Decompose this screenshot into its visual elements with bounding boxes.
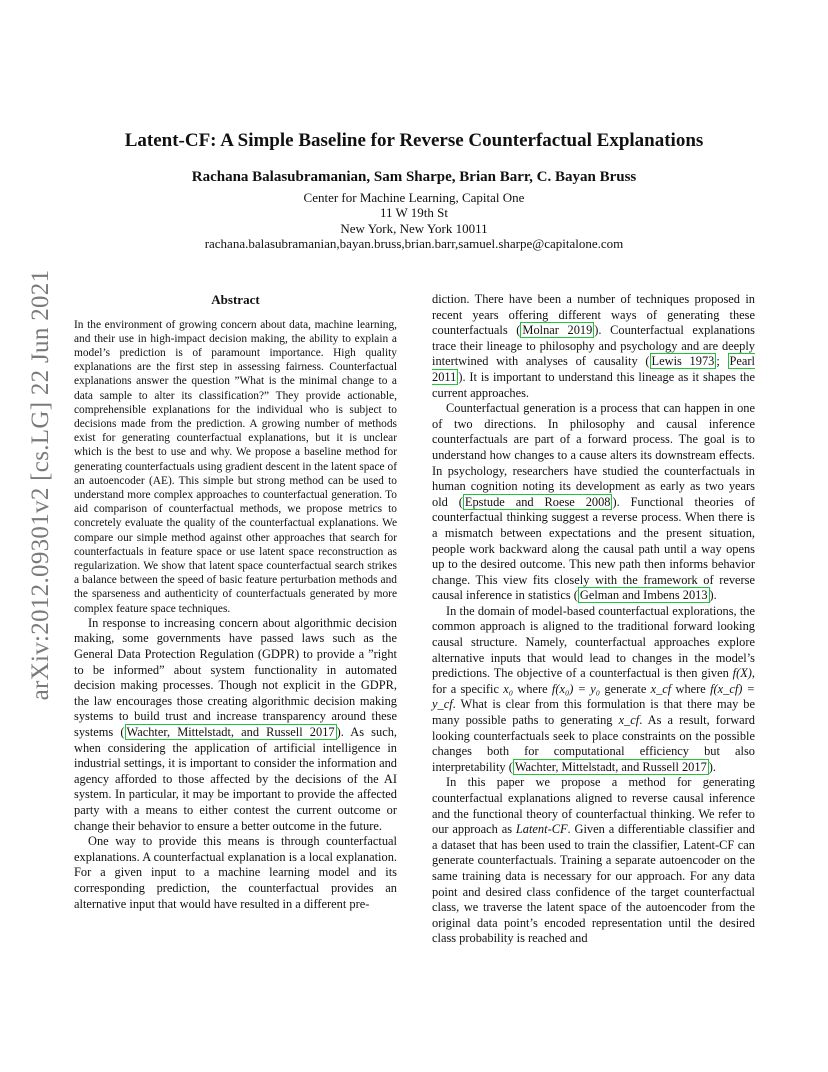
math-expression: f(x₀) = y₀: [551, 681, 601, 696]
citation-link[interactable]: Wachter, Mittelstadt, and Russell 2017: [126, 725, 335, 740]
affiliation-line: New York, New York 10011: [340, 220, 488, 236]
abstract-text: In the environment of growing concern about data, machine learning, and their use in high-impact decision making, the ability to explain a model’s prediction is of paramount importance. High quality explanations are the first step in assessing fairness. Counterfactual explanations answer the question ”What is the minimal change to a data sample to alter its classification?” They provide actionable, comprehensible explanations for the individual who is subject to decisions made from the prediction. A growing number of methods exist for generating counterfactual explanations, but it is unclear which is the best to use and why. We propose a baseline method for generating counterfactuals using gradient descent in the latent space of an autoencoder (AE). This simple but strong method can be used to understand more complex approaches to counterfactual generation. To aid comparison of counterfactual methods, we propose metrics to concretely evaluate the quality of the counterfactual explanations. We compare our simple method against other approaches that search for counterfactuals in feature space or use latent space reconstruction as regularization. We show that latent space counterfactual search strikes a balance between the speed of basic feature perturbation methods and the sparseness and authenticity of counterfactuals generated by more complex feature space techniques.: [74, 318, 397, 615]
citation-link[interactable]: Gelman and Imbens 2013: [579, 588, 708, 603]
math-expression: x_cf: [618, 713, 640, 728]
author-emails: rachana.balasubramanian,bayan.bruss,brian.barr,samuel.sharpe@capitalone.com: [204, 236, 624, 252]
abstract-heading: Abstract: [211, 292, 260, 307]
affiliation-line: 11 W 19th St: [379, 205, 449, 221]
body-paragraph: diction. There have been a number of techniques proposed in recent years offering different ways of generating these counterfactuals ( Molnar 2019 ). Counterfactual explanations trace their lineage to philosophy and psychology and are deeply intertwined with analyses of causality ( Lewis 1973 ; Pearl 2011 ). It is important to understand this lineage as it shapes the current approaches.: [432, 292, 755, 400]
math-expression: f(X): [732, 666, 752, 681]
body-paragraph: In the domain of model-based counterfactual explorations, the common approach is aligned to the traditional forward looking causal structure. Namely, counterfactual approaches explore alternative inputs that would lead to changes in the model’s predictions. The objective of a counterfactual is then given f(X), for a specific x₀ where f(x₀) = y₀ generate x_cf where f(x_cf) = y_cf. What is clear from this formulation is that there may be many possible paths to generating x_cf. As a result, forward looking counterfactuals seek to place constraints on the possible changes both for computational efficiency but also interpretability ( Wachter, Mittelstadt, and Russell 2017 ).: [432, 603, 756, 774]
affiliation-line: Center for Machine Learning, Capital One: [303, 190, 525, 205]
math-expression: f(x_cf) = y_cf: [432, 681, 756, 712]
author-list: Rachana Balasubramanian, Sam Sharpe, Brian Barr, C. Bayan Bruss: [191, 169, 637, 185]
citation-link[interactable]: Lewis 1973: [651, 354, 715, 369]
math-expression: x₀: [503, 681, 514, 696]
citation-link[interactable]: Epstude and Roese 2008: [464, 494, 611, 509]
affiliation-block: [60, 190, 768, 252]
citation-link[interactable]: Pearl 2011: [432, 354, 755, 384]
body-paragraph: In response to increasing concern about algorithmic decision making, some governments have passed laws such as the General Data Protection Regulation (GDPR) to provide a ”right to be informed” about system functionality in automated decision making processes. Though not explicit in the GDPR, the law encourages those creating algorithmic decision making systems to build trust and increase transparency around these systems ( Wachter, Mittelstadt, and Russell 2017 ). As such, when considering the application of artificial intelligence in industrial settings, it is important to consider the information and agency afforded to those affected by the decisions of the AI system. In particular, it may be important to provide the affected party with a means to either contest the current outcome or change their behavior to ensure a better outcome in the future.: [74, 615, 397, 833]
arxiv-watermark-text: arXiv:2012.09301v2 [cs.LG] 22 Jun 2021: [27, 269, 54, 700]
citation-link[interactable]: Wachter, Mittelstadt, and Russell 2017: [514, 759, 707, 774]
arxiv-watermark: [26, 269, 56, 700]
right-column: [432, 292, 755, 947]
left-column: [74, 292, 397, 912]
body-paragraph: One way to provide this means is through counterfactual explanations. A counterfactual explanation is a local explanation. For a given input to a machine learning model and its corresponding prediction, the counterfactual provides an alternative input that would have resulted in a different pre-: [74, 834, 397, 911]
math-expression: x_cf: [650, 681, 672, 696]
body-paragraph: Counterfactual generation is a process that can happen in one of two directions. In philosophy and causal inference counterfactuals are part of a forward process. The goal is to understand how changes to a cause alters its downstream effects. In psychology, researchers have studied the counterfactuals in human cognition noting its development as early as two years old ( Epstude and Roese 2008 ). Functional theories of counterfactual thinking suggest a reverse process. When there is a mismatch between expectations and the present situation, people work backward along the causal path until a way opens up to the desired outcome. This new path then informs behavior change. This view fits closely with the framework of reverse causal inference in statistics ( Gelman and Imbens 2013 ).: [432, 401, 755, 603]
body-paragraph: In this paper we propose a method for generating counterfactual explanations aligned to reverse causal inference and the functional theory of counterfactual thinking. We refer to our approach as Latent-CF. Given a differentiable classifier and a dataset that has been used to train the classifier, Latent-CF can generate counterfactuals. Training a separate autoencoder on the same training data is necessary for our approach. For any data point and desired class confidence of the target counterfactual class, we traverse the latent space of the autoencoder from the original data point’s encoded representation until the desired class probability is reached and: [432, 775, 755, 946]
method-name: Latent-CF: [515, 822, 568, 837]
paper-title: Latent-CF: A Simple Baseline for Reverse Counterfactual Explanations: [124, 130, 704, 151]
citation-link[interactable]: Molnar 2019: [522, 323, 593, 338]
